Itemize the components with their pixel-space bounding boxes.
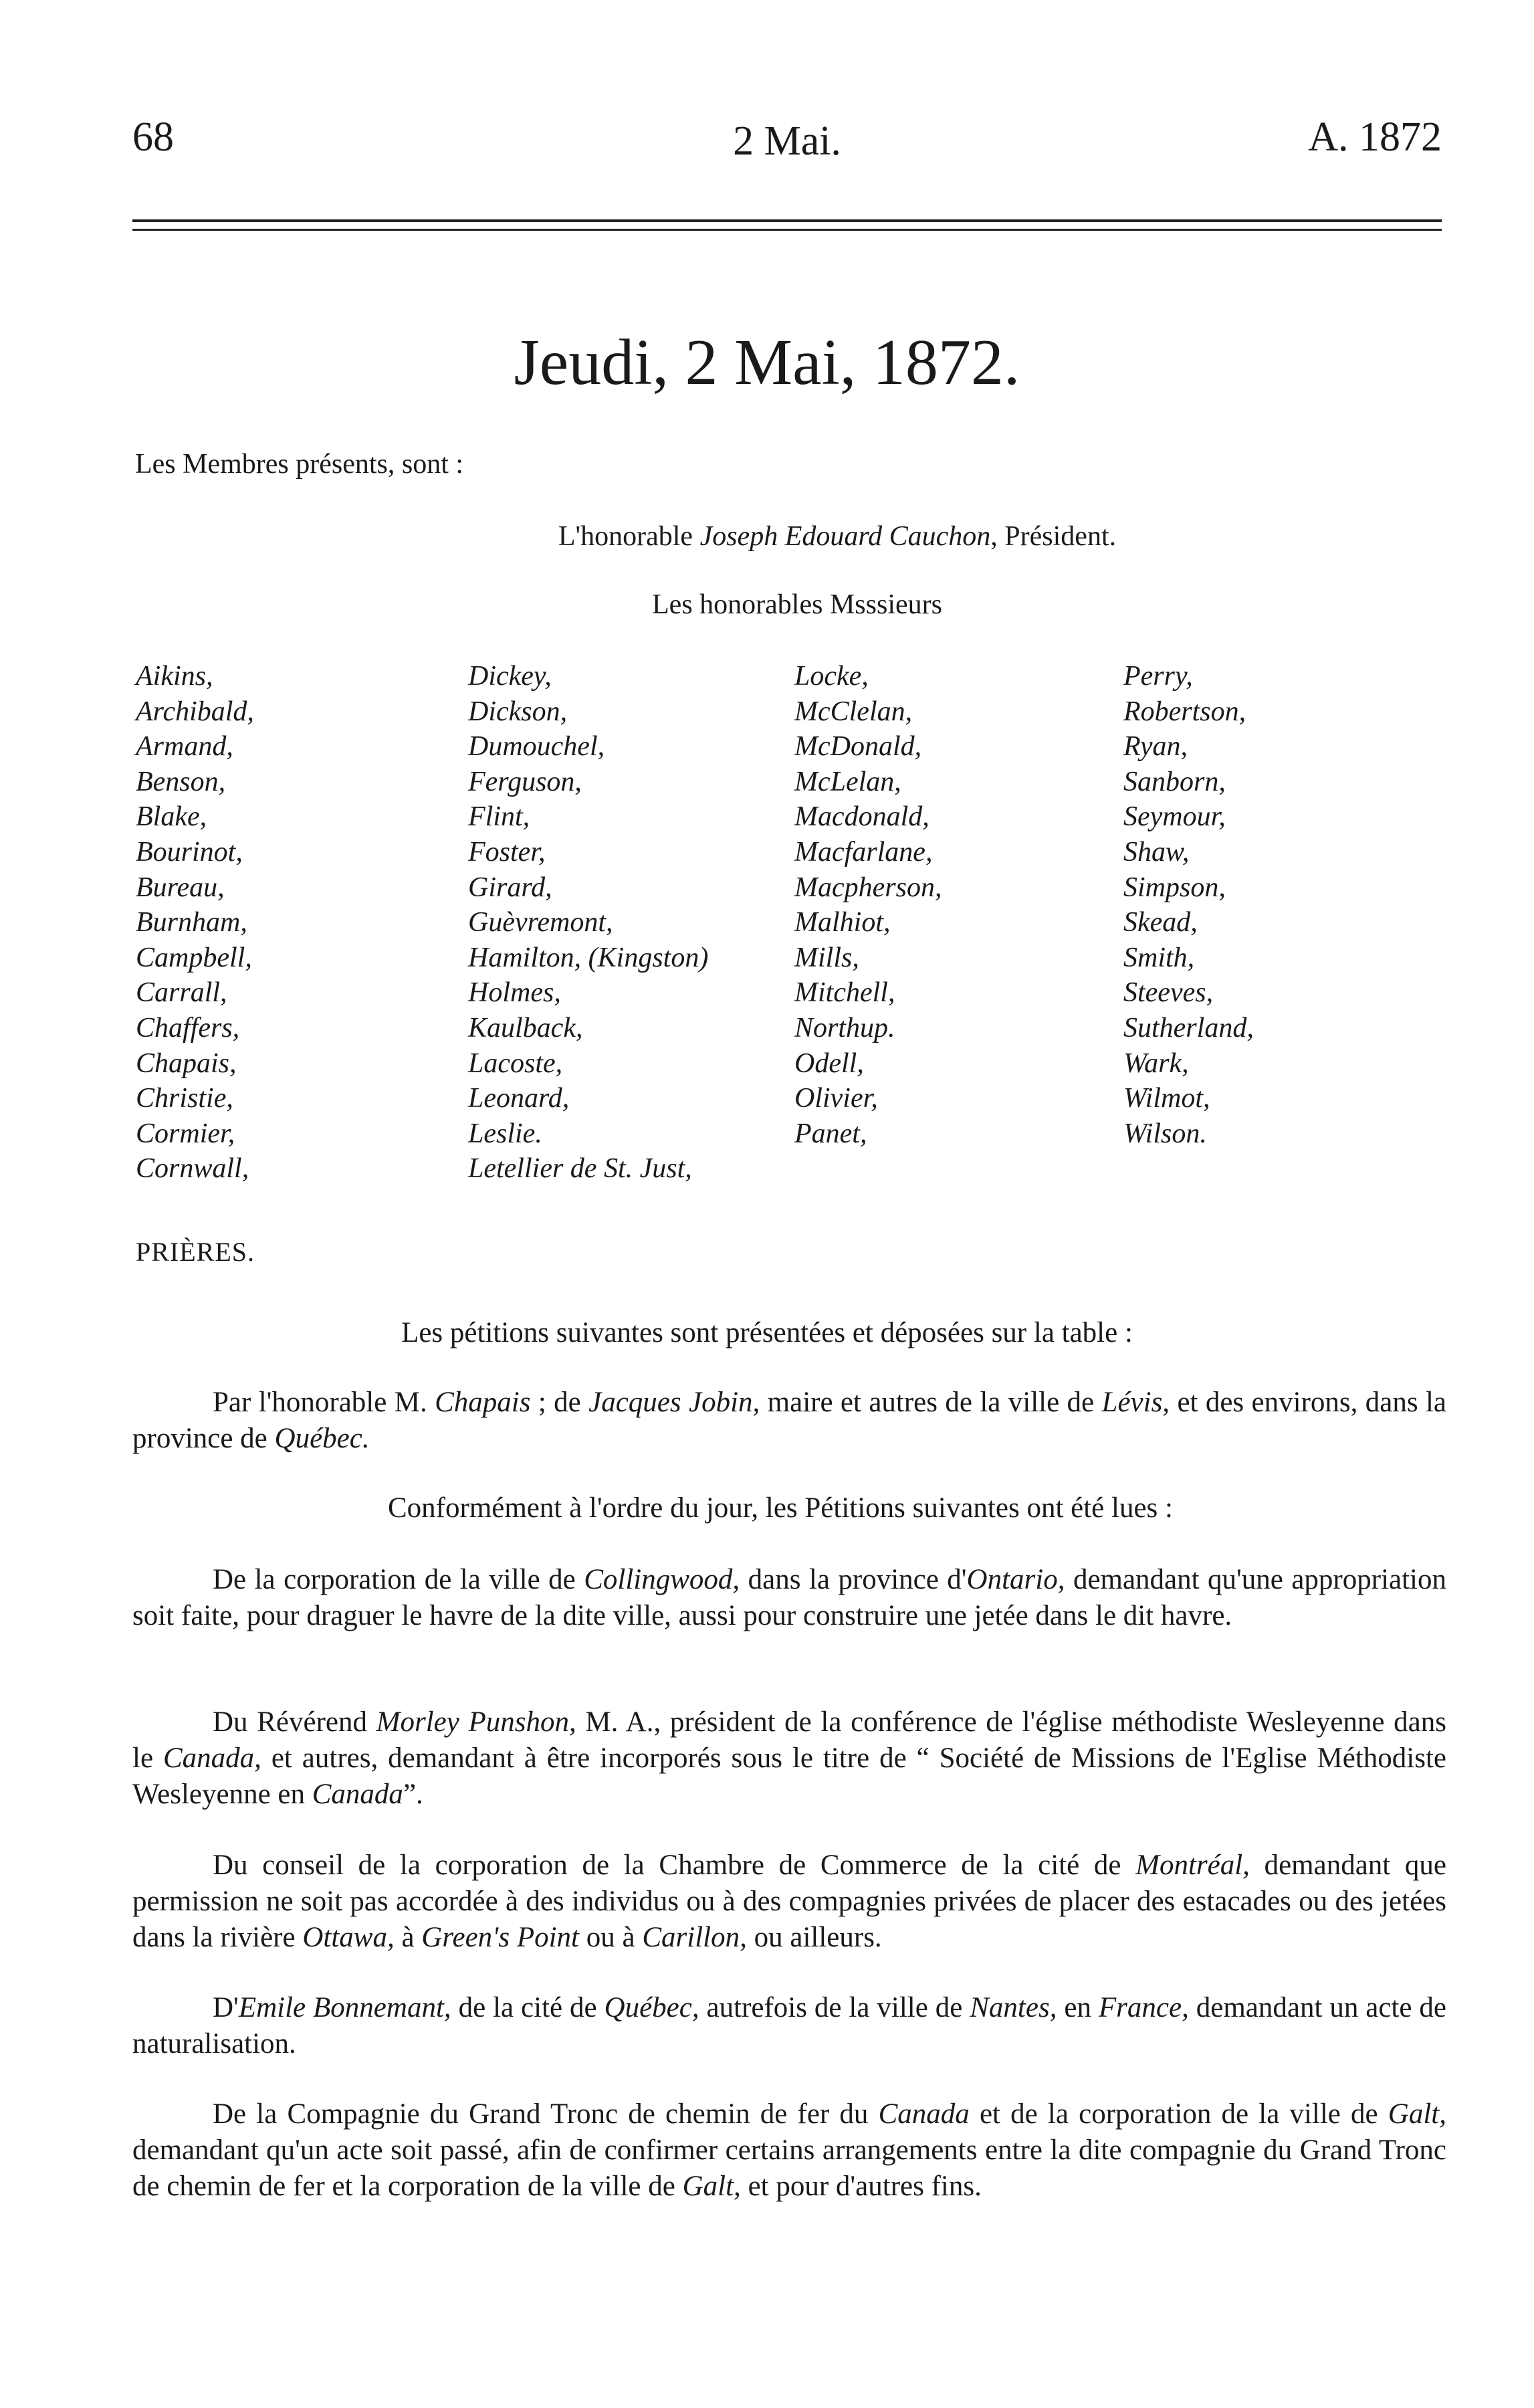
page-title: Jeudi, 2 Mai, 1872. (514, 326, 1020, 399)
member-name: Odell, (794, 1047, 864, 1079)
names-column-2 (468, 659, 708, 1187)
member-name: Skead, (1123, 907, 1198, 938)
president-line (0, 520, 1534, 553)
header-date: 2 Mai. (733, 118, 841, 164)
member-name: Malhiot, (794, 907, 891, 938)
page-number: 68 (132, 114, 174, 160)
president-name: Joseph Edouard Cauchon (699, 521, 991, 552)
member-name: Archibald, (136, 696, 254, 727)
member-name: Dumouchel, (468, 731, 605, 763)
member-name: Ryan, (1123, 731, 1188, 763)
member-name: Armand, (136, 731, 233, 763)
member-name: Sutherland, (1123, 1012, 1254, 1043)
member-name: Leslie. (468, 1118, 542, 1149)
member-name: Panet, (794, 1118, 867, 1149)
member-name: Aikins, (136, 661, 213, 692)
prayers-heading: PRIÈRES. (136, 1237, 255, 1267)
member-name: Letellier de St. Just, (468, 1153, 692, 1185)
member-name: Carrall, (136, 977, 227, 1009)
member-name: Christie, (136, 1083, 233, 1114)
member-name: Girard, (468, 872, 552, 903)
petition-punshon: Du Révérend Morley Punshon, M. A., président de la conférence de l'église méthodiste Wesleyenne dans le Canada, et autres, demandant à être incorporés sous le titre de “ Société de Missions de l'Eglise Méthodiste Wesleyenne en Canada”. (132, 1706, 1446, 1810)
member-name: Bourinot, (136, 836, 243, 868)
petition-montreal-chamber: Du conseil de la corporation de la Chambre de Commerce de la cité de Montréal, demandant que permission ne soit pas accordée à des individus ou à des compagnies privées de placer des estacades ou des jetées dans la rivière Ottawa, à Green's Point ou à Carillon, ou ailleurs. (132, 1849, 1446, 1953)
page-header (132, 114, 1442, 174)
member-name: McClelan, (794, 696, 913, 727)
member-name: Mitchell, (794, 977, 895, 1009)
member-name: Foster, (468, 836, 546, 868)
member-name: Hamilton, (Kingston) (468, 942, 709, 973)
member-name: Ferguson, (468, 766, 582, 797)
member-name: Robertson, (1123, 696, 1246, 727)
members-intro: Les Membres présents, sont : (135, 449, 464, 480)
names-column-3 (794, 659, 942, 1151)
header-year: A. 1872 (1308, 114, 1442, 160)
member-name: Perry, (1123, 661, 1193, 692)
member-name: Dickson, (468, 696, 568, 727)
member-name: Olivier, (794, 1083, 878, 1114)
member-name: Seymour, (1123, 801, 1226, 833)
member-name: Sanborn, (1123, 766, 1226, 797)
member-name: Holmes, (468, 977, 561, 1009)
member-name: Steeves, (1123, 977, 1214, 1009)
member-name: Burnham, (136, 907, 247, 938)
member-name: Wilmot, (1123, 1083, 1210, 1114)
member-name: Guèvremont, (468, 907, 613, 938)
member-name: Chaffers, (136, 1012, 240, 1043)
member-name: Chapais, (136, 1047, 237, 1079)
member-name: Cornwall, (136, 1153, 249, 1185)
order-of-day-line: Conformément à l'ordre du jour, les Pétitions suivantes ont été lues : (388, 1492, 1173, 1524)
president-prefix: L'honorable (558, 521, 700, 552)
member-name: Simpson, (1123, 872, 1226, 903)
header-rule-top (132, 219, 1442, 222)
header-rule-bottom (132, 229, 1442, 231)
member-name: Kaulback, (468, 1012, 583, 1043)
member-name: Smith, (1123, 942, 1195, 973)
petition-bonnemant: D'Emile Bonnemant, de la cité de Québec, autrefois de la ville de Nantes, en France, demandant un acte de naturalisation. (132, 1992, 1446, 2060)
member-name: Macfarlane, (794, 836, 933, 868)
member-name: Locke, (794, 661, 869, 692)
petitions-intro: Les pétitions suivantes sont présentées et déposées sur la table : (401, 1317, 1133, 1348)
member-name: Macdonald, (794, 801, 929, 833)
member-name: Shaw, (1123, 836, 1190, 868)
member-name: Campbell, (136, 942, 252, 973)
member-name: Northup. (794, 1012, 895, 1043)
member-name: Blake, (136, 801, 207, 833)
member-name: Bureau, (136, 872, 225, 903)
member-name: McLelan, (794, 766, 901, 797)
member-name: Flint, (468, 801, 530, 833)
member-name: Macpherson, (794, 872, 942, 903)
member-name: Benson, (136, 766, 226, 797)
member-name: Leonard, (468, 1083, 570, 1114)
member-name: Wilson. (1123, 1118, 1207, 1149)
member-name: Mills, (794, 942, 859, 973)
members-list (0, 659, 1534, 1207)
petition-grand-trunk: De la Compagnie du Grand Tronc de chemin de fer du Canada et de la corporation de la ville de Galt, demandant qu'un acte soit passé, afin de confirmer certains arrangements entre la dite compagnie du Grand Tronc de chemin de fer et la corporation de la ville de Galt, et pour d'autres fins. (132, 2098, 1446, 2202)
honorables-heading: Les honorables Msssieurs (652, 589, 942, 620)
member-name: Cormier, (136, 1118, 235, 1149)
member-name: Wark, (1123, 1047, 1189, 1079)
petition-collingwood: De la corporation de la ville de Collingwood, dans la province d'Ontario, demandant qu'une appropriation soit faite, pour draguer le havre de la dite ville, aussi pour construire une jetée dans le dit havre. (132, 1564, 1446, 1631)
petition-chapais: Par l'honorable M. Chapais ; de Jacques Jobin, maire et autres de la ville de Lévis, et des environs, dans la province de Québec. (132, 1387, 1446, 1454)
member-name: Lacoste, (468, 1047, 563, 1079)
president-suffix: , Président. (990, 521, 1117, 552)
names-column-1 (136, 659, 254, 1187)
member-name: Dickey, (468, 661, 552, 692)
names-column-4 (1123, 659, 1254, 1151)
member-name: McDonald, (794, 731, 922, 763)
